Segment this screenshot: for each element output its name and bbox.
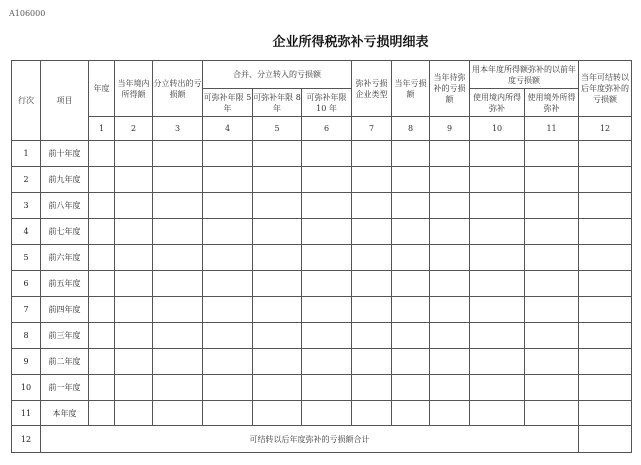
input-cell[interactable]: [392, 348, 430, 374]
input-cell[interactable]: [153, 244, 203, 270]
row-number: 5: [12, 244, 41, 270]
input-cell[interactable]: [302, 192, 352, 218]
input-cell[interactable]: [302, 141, 352, 167]
input-cell[interactable]: [253, 296, 302, 322]
input-cell[interactable]: [470, 141, 525, 167]
input-cell[interactable]: [153, 374, 203, 400]
input-cell[interactable]: [203, 374, 253, 400]
input-cell[interactable]: [89, 218, 115, 244]
table-row: [12, 244, 632, 270]
input-cell[interactable]: [525, 218, 579, 244]
header-used-foreign: 使用境外所得弥补: [525, 89, 579, 117]
input-cell[interactable]: [302, 348, 352, 374]
input-cell[interactable]: [89, 322, 115, 348]
input-cell[interactable]: [352, 141, 392, 167]
input-cell[interactable]: [430, 166, 470, 192]
input-cell[interactable]: [115, 322, 153, 348]
header-item: 项目: [41, 61, 89, 141]
input-cell[interactable]: [253, 166, 302, 192]
form-code: A106000: [9, 9, 46, 18]
input-cell[interactable]: [153, 192, 203, 218]
row-number: 7: [12, 296, 41, 322]
input-cell[interactable]: [352, 192, 392, 218]
input-cell[interactable]: [430, 400, 470, 426]
col-number: 9: [430, 117, 470, 141]
col-number: 8: [392, 117, 430, 141]
row-label: 本年度: [41, 400, 89, 426]
input-cell[interactable]: [89, 141, 115, 167]
input-cell[interactable]: [253, 141, 302, 167]
row-number: 3: [12, 192, 41, 218]
input-cell[interactable]: [115, 348, 153, 374]
row-label: 前七年度: [41, 218, 89, 244]
input-cell[interactable]: [430, 374, 470, 400]
input-cell[interactable]: [430, 192, 470, 218]
input-cell[interactable]: [203, 322, 253, 348]
input-cell[interactable]: [579, 244, 632, 270]
input-cell[interactable]: [302, 244, 352, 270]
input-cell[interactable]: [579, 296, 632, 322]
row-number: 6: [12, 270, 41, 296]
row-label: 前二年度: [41, 348, 89, 374]
input-cell[interactable]: [579, 166, 632, 192]
input-cell[interactable]: [430, 348, 470, 374]
header-used-domestic: 使用境内所得弥补: [470, 89, 525, 117]
col-number: 2: [115, 117, 153, 141]
row-number: 11: [12, 400, 41, 426]
table-row: [12, 348, 632, 374]
header-split-out-loss: 分立转出的亏损额: [153, 61, 203, 117]
input-cell[interactable]: [525, 374, 579, 400]
total-label: 可结转以后年度弥补的亏损额合计: [41, 426, 579, 453]
col-number: 4: [203, 117, 253, 141]
input-cell[interactable]: [430, 218, 470, 244]
col-number: 3: [153, 117, 203, 141]
input-cell[interactable]: [115, 270, 153, 296]
input-cell[interactable]: [470, 296, 525, 322]
input-cell[interactable]: [392, 166, 430, 192]
input-cell[interactable]: [352, 348, 392, 374]
table-row: [12, 141, 632, 167]
input-cell[interactable]: [253, 348, 302, 374]
input-cell[interactable]: [302, 374, 352, 400]
input-cell[interactable]: [253, 218, 302, 244]
row-label: 前十年度: [41, 141, 89, 167]
input-cell[interactable]: [203, 270, 253, 296]
input-cell[interactable]: [392, 296, 430, 322]
header-row-no: 行次: [12, 61, 41, 141]
input-cell[interactable]: [470, 244, 525, 270]
input-cell[interactable]: [203, 218, 253, 244]
input-cell[interactable]: [203, 141, 253, 167]
input-cell[interactable]: [470, 374, 525, 400]
input-cell[interactable]: [392, 270, 430, 296]
row-number: 8: [12, 322, 41, 348]
input-cell[interactable]: [302, 218, 352, 244]
input-cell[interactable]: [579, 141, 632, 167]
table-row: [12, 218, 632, 244]
input-cell[interactable]: [525, 296, 579, 322]
input-cell[interactable]: [153, 400, 203, 426]
input-cell[interactable]: [525, 348, 579, 374]
input-cell[interactable]: [115, 192, 153, 218]
input-cell[interactable]: [89, 374, 115, 400]
input-cell[interactable]: [470, 348, 525, 374]
input-cell[interactable]: [115, 218, 153, 244]
input-cell[interactable]: [470, 218, 525, 244]
input-cell[interactable]: [153, 296, 203, 322]
input-cell[interactable]: [203, 348, 253, 374]
input-cell[interactable]: [430, 296, 470, 322]
row-number: 12: [12, 426, 41, 453]
input-cell[interactable]: [89, 348, 115, 374]
input-cell[interactable]: [392, 322, 430, 348]
input-cell[interactable]: [470, 192, 525, 218]
input-cell[interactable]: [115, 166, 153, 192]
input-cell[interactable]: [115, 296, 153, 322]
header-merge-group: 合并、分立转入的亏损额: [203, 61, 352, 89]
input-cell[interactable]: [392, 374, 430, 400]
input-cell[interactable]: [392, 244, 430, 270]
input-cell[interactable]: [302, 166, 352, 192]
header-merge-10yr: 可弥补年限 10 年: [302, 89, 352, 117]
input-cell[interactable]: [203, 296, 253, 322]
input-cell[interactable]: [302, 322, 352, 348]
input-cell[interactable]: [153, 141, 203, 167]
input-cell[interactable]: [115, 400, 153, 426]
header-used-group: 用本年度所得额弥补的以前年度亏损额: [470, 61, 579, 89]
table-row: [12, 374, 632, 400]
input-cell[interactable]: [392, 218, 430, 244]
input-cell[interactable]: [253, 374, 302, 400]
input-cell[interactable]: [525, 322, 579, 348]
input-cell[interactable]: [470, 322, 525, 348]
input-cell[interactable]: [89, 296, 115, 322]
input-cell[interactable]: [115, 374, 153, 400]
col-number: 6: [302, 117, 352, 141]
loss-carryforward-table: [11, 60, 632, 453]
table-row: [12, 296, 632, 322]
row-label: 前一年度: [41, 374, 89, 400]
input-cell[interactable]: [392, 141, 430, 167]
input-cell[interactable]: [352, 374, 392, 400]
input-cell[interactable]: [203, 166, 253, 192]
table-row: [12, 322, 632, 348]
input-cell[interactable]: [579, 192, 632, 218]
header-current-loss: 当年亏损额: [392, 61, 430, 117]
input-cell[interactable]: [579, 270, 632, 296]
input-cell[interactable]: [203, 244, 253, 270]
row-label: 前五年度: [41, 270, 89, 296]
header-domestic-income: 当年境内所得额: [115, 61, 153, 117]
input-cell[interactable]: [89, 270, 115, 296]
input-cell[interactable]: [579, 348, 632, 374]
header-pending-loss: 当年待弥补的亏损额: [430, 61, 470, 117]
input-cell[interactable]: [352, 296, 392, 322]
col-number: 5: [253, 117, 302, 141]
header-merge-8yr: 可弥补年限 8 年: [253, 89, 302, 117]
input-cell[interactable]: [89, 192, 115, 218]
row-number: 4: [12, 218, 41, 244]
row-label: 前八年度: [41, 192, 89, 218]
row-label: 前九年度: [41, 166, 89, 192]
row-label: 前四年度: [41, 296, 89, 322]
header-year: 年度: [89, 61, 115, 117]
input-cell[interactable]: [115, 141, 153, 167]
input-cell[interactable]: [153, 348, 203, 374]
col-number: 7: [352, 117, 392, 141]
input-cell[interactable]: [579, 374, 632, 400]
table-row: [12, 166, 632, 192]
input-cell[interactable]: [579, 400, 632, 426]
row-number: 9: [12, 348, 41, 374]
input-cell[interactable]: [352, 270, 392, 296]
total-row: [12, 426, 632, 453]
input-cell[interactable]: [352, 322, 392, 348]
input-cell[interactable]: [153, 166, 203, 192]
input-cell[interactable]: [579, 218, 632, 244]
input-cell[interactable]: [253, 192, 302, 218]
input-cell[interactable]: [392, 192, 430, 218]
input-cell[interactable]: [525, 141, 579, 167]
input-cell[interactable]: [352, 400, 392, 426]
input-cell[interactable]: [430, 270, 470, 296]
input-cell[interactable]: [392, 400, 430, 426]
col-number: 1: [89, 117, 115, 141]
input-cell[interactable]: [470, 270, 525, 296]
table-row: [12, 270, 632, 296]
input-cell[interactable]: [302, 270, 352, 296]
input-cell[interactable]: [115, 244, 153, 270]
header-enterprise-type: 弥补亏损企业类型: [352, 61, 392, 117]
input-cell[interactable]: [253, 270, 302, 296]
input-cell[interactable]: [525, 192, 579, 218]
table-row: [12, 192, 632, 218]
input-cell[interactable]: [430, 322, 470, 348]
row-number: 1: [12, 141, 41, 167]
table-row: [12, 400, 632, 426]
input-cell[interactable]: [203, 400, 253, 426]
row-number: 2: [12, 166, 41, 192]
input-cell[interactable]: [352, 218, 392, 244]
input-cell[interactable]: [89, 166, 115, 192]
input-cell[interactable]: [302, 400, 352, 426]
input-cell[interactable]: [89, 400, 115, 426]
input-cell[interactable]: [525, 400, 579, 426]
input-cell[interactable]: [525, 270, 579, 296]
input-cell[interactable]: [253, 400, 302, 426]
col-number: 10: [470, 117, 525, 141]
input-cell[interactable]: [525, 244, 579, 270]
header-merge-5yr: 可弥补年限 5 年: [203, 89, 253, 117]
input-cell[interactable]: [430, 244, 470, 270]
total-value-cell[interactable]: [579, 426, 632, 453]
input-cell[interactable]: [352, 244, 392, 270]
input-cell[interactable]: [89, 244, 115, 270]
input-cell[interactable]: [153, 322, 203, 348]
input-cell[interactable]: [579, 322, 632, 348]
input-cell[interactable]: [203, 192, 253, 218]
input-cell[interactable]: [470, 166, 525, 192]
col-number: 12: [579, 117, 632, 141]
input-cell[interactable]: [430, 141, 470, 167]
input-cell[interactable]: [470, 400, 525, 426]
input-cell[interactable]: [253, 322, 302, 348]
input-cell[interactable]: [153, 218, 203, 244]
row-number: 10: [12, 374, 41, 400]
input-cell[interactable]: [153, 270, 203, 296]
col-number: 11: [525, 117, 579, 141]
row-label: 前六年度: [41, 244, 89, 270]
input-cell[interactable]: [253, 244, 302, 270]
input-cell[interactable]: [302, 296, 352, 322]
form-title: 企业所得税弥补亏损明细表: [272, 35, 429, 50]
header-carry-forward: 当年可结转以后年度弥补的亏损额: [579, 61, 632, 117]
input-cell[interactable]: [352, 166, 392, 192]
input-cell[interactable]: [525, 166, 579, 192]
row-label: 前三年度: [41, 322, 89, 348]
